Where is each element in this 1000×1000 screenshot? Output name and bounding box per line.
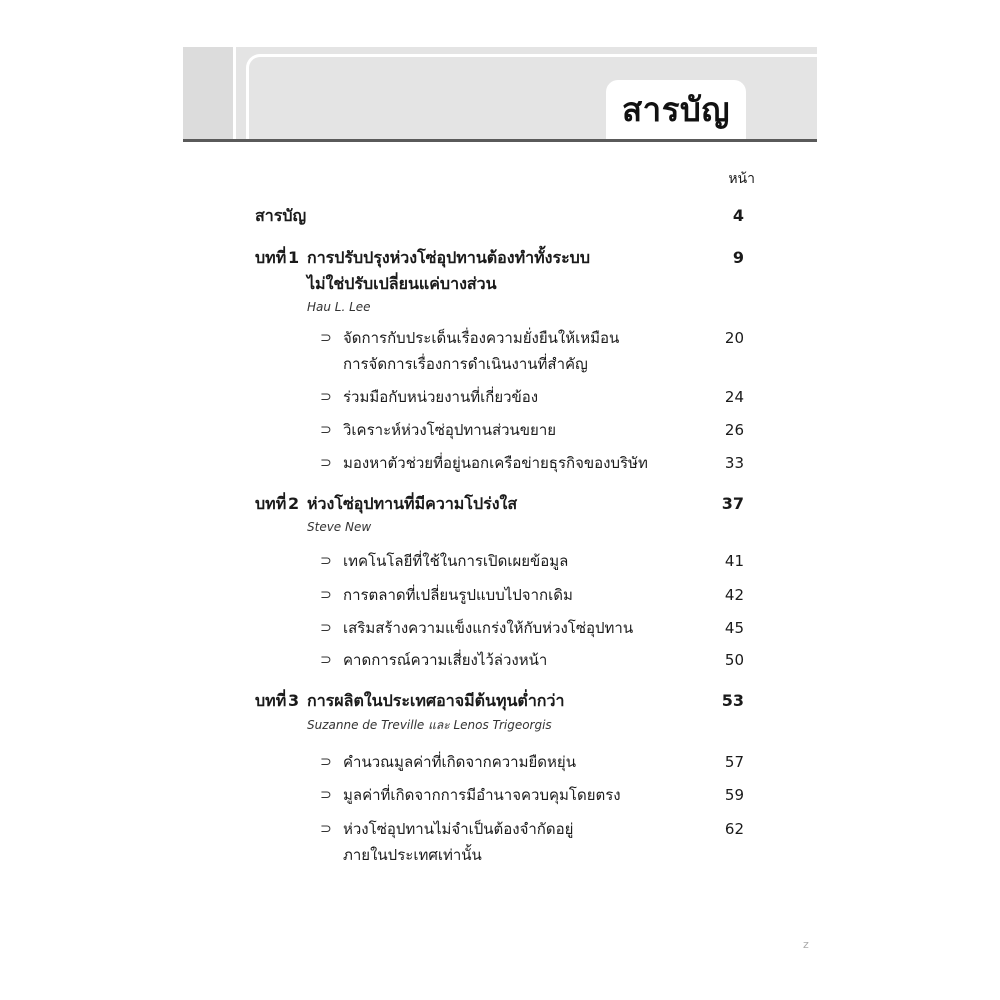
chapter-1-heading-cont — [0, 272, 1000, 296]
section-title: คาดการณ์ความเสี่ยงไว้ล่วงหน้า — [343, 651, 548, 669]
chapter-page: 53 — [721, 691, 744, 710]
chapter-page: 9 — [732, 248, 744, 267]
toc-entry — [0, 204, 1000, 228]
bullet-icon: ⊃ — [320, 422, 332, 438]
section-title: ห่วงโซ่อุปทานไม่จำเป็นต้องจำกัดอยู่ — [343, 820, 574, 838]
chapter-1-author-line — [0, 295, 1000, 319]
section-row — [0, 750, 1000, 774]
section-row — [0, 385, 1000, 409]
page-column-label: หน้า — [728, 171, 755, 187]
section-row — [0, 549, 1000, 573]
chapter-label: บทที่ — [255, 494, 287, 513]
section-row — [0, 616, 1000, 640]
section-page: 45 — [724, 619, 744, 637]
chapter-title-line-1: ห่วงโซ่อุปทานที่มีความโปร่งใส — [307, 494, 518, 513]
section-row-cont — [0, 352, 1000, 376]
section-title: เสริมสร้างความแข็งแกร่งให้กับห่วงโซ่อุปทาน — [343, 619, 634, 637]
bullet-icon: ⊃ — [320, 620, 332, 636]
bullet-icon: ⊃ — [320, 389, 332, 405]
section-title: มองหาตัวช่วยที่อยู่นอกเครือข่ายธุรกิจของบริษัท — [343, 454, 648, 472]
footer-mark: z — [803, 938, 809, 951]
chapter-number: 1 — [288, 248, 300, 267]
toc-entry-title: สารบัญ — [255, 206, 307, 225]
section-page: 57 — [724, 753, 744, 771]
header-left-tab — [183, 47, 236, 139]
section-page: 50 — [724, 651, 744, 669]
chapter-2-author-line — [0, 515, 1000, 539]
section-page: 41 — [724, 552, 744, 570]
chapter-label: บทที่ — [255, 248, 287, 267]
section-page: 26 — [724, 421, 744, 439]
toc-entry-page: 4 — [732, 206, 744, 225]
section-row — [0, 583, 1000, 607]
section-title-cont: การจัดการเรื่องการดำเนินงานที่สำคัญ — [343, 355, 588, 373]
section-page: 42 — [724, 586, 744, 604]
chapter-author: Suzanne de Treville และ Lenos Trigeorgis — [307, 718, 552, 732]
section-row — [0, 418, 1000, 442]
section-title: ร่วมมือกับหน่วยงานที่เกี่ยวข้อง — [343, 388, 539, 406]
chapter-label: บทที่ — [255, 691, 287, 710]
section-row — [0, 817, 1000, 841]
bullet-icon: ⊃ — [320, 652, 332, 668]
section-row — [0, 783, 1000, 807]
section-page: 62 — [724, 820, 744, 838]
chapter-number: 3 — [288, 691, 300, 710]
page-title: สารบัญ — [622, 90, 730, 129]
bullet-icon: ⊃ — [320, 330, 332, 346]
section-page: 59 — [724, 786, 744, 804]
section-title: การตลาดที่เปลี่ยนรูปแบบไปจากเดิม — [343, 586, 573, 604]
bullet-icon: ⊃ — [320, 553, 332, 569]
chapter-number: 2 — [288, 494, 300, 513]
bullet-icon: ⊃ — [320, 587, 332, 603]
chapter-title-line-2: ไม่ใช่ปรับเปลี่ยนแค่บางส่วน — [307, 274, 497, 293]
header-divider — [183, 139, 817, 142]
chapter-author: Hau L. Lee — [307, 300, 371, 314]
section-row — [0, 648, 1000, 672]
chapter-3-heading — [0, 689, 1000, 713]
title-box — [606, 80, 746, 139]
chapter-2-heading — [0, 492, 1000, 516]
bullet-icon: ⊃ — [320, 787, 332, 803]
bullet-icon: ⊃ — [320, 455, 332, 471]
section-title: เทคโนโลยีที่ใช้ในการเปิดเผยข้อมูล — [343, 552, 569, 570]
section-page: 20 — [724, 329, 744, 347]
section-row-cont — [0, 843, 1000, 867]
section-row — [0, 451, 1000, 475]
chapter-title-line-1: การผลิตในประเทศอาจมีต้นทุนต่ำกว่า — [307, 691, 565, 710]
section-title: คำนวณมูลค่าที่เกิดจากความยืดหยุ่น — [343, 753, 576, 771]
chapter-1-heading — [0, 246, 1000, 270]
chapter-author: Steve New — [307, 520, 372, 534]
chapter-3-author-line — [0, 713, 1000, 737]
section-title-cont: ภายในประเทศเท่านั้น — [343, 846, 482, 864]
chapter-title-line-1: การปรับปรุงห่วงโซ่อุปทานต้องทำทั้งระบบ — [307, 248, 590, 267]
section-title: จัดการกับประเด็นเรื่องความยั่งยืนให้เหมือน — [343, 329, 620, 347]
bullet-icon: ⊃ — [320, 821, 332, 837]
section-page: 24 — [724, 388, 744, 406]
bullet-icon: ⊃ — [320, 754, 332, 770]
section-title: วิเคราะห์ห่วงโซ่อุปทานส่วนขยาย — [343, 421, 557, 439]
chapter-page: 37 — [721, 494, 744, 513]
section-title: มูลค่าที่เกิดจากการมีอำนาจควบคุมโดยตรง — [343, 786, 621, 804]
section-page: 33 — [724, 454, 744, 472]
section-row — [0, 326, 1000, 350]
